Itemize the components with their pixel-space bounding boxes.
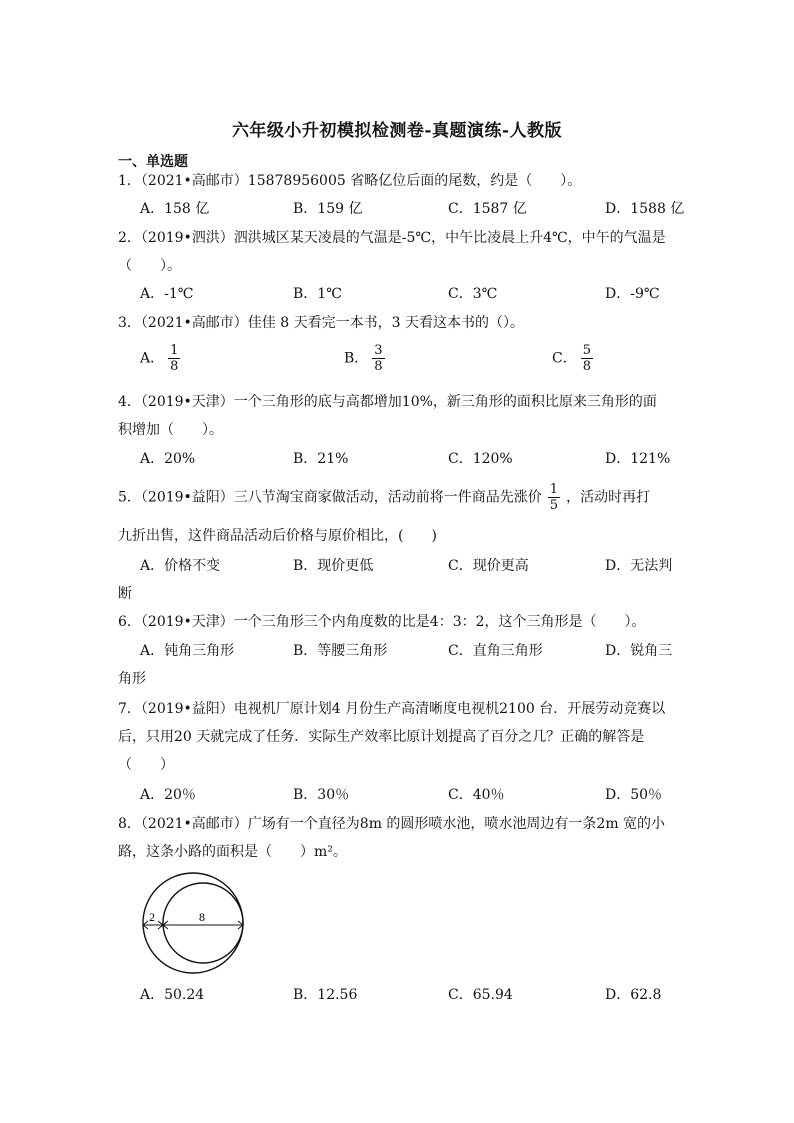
q3-option-b-fraction (372, 343, 384, 374)
question-4-stem-line2: 积增加（ ）。 (118, 422, 223, 438)
question-7-stem-line2: 后，只用20 天就完成了任务．实际生产效率比原计划提高了百分之几？正确的解答是 (118, 729, 645, 745)
q4-option-b: B．21% (293, 451, 349, 467)
q2-option-a: A．-1℃ (140, 286, 194, 302)
q5-stem-part2: ，活动时再打 (566, 489, 651, 506)
section-heading: 一、单选题 (118, 154, 188, 170)
question-1-stem: 1．（2021•高邮市）15878956005 省略亿位后面的尾数，约是（ ）。 (118, 173, 582, 189)
question-8-stem-line2: 路，这条小路的面积是（ ）m²。 (118, 844, 347, 860)
diameter-label: 8 (199, 910, 205, 924)
q6-option-b: B．等腰三角形 (293, 643, 388, 659)
width-label: 2 (149, 910, 155, 924)
fountain-ring-diagram (140, 870, 246, 976)
q7-option-a: A．20％ (140, 787, 196, 803)
question-8-stem-line1: 8．（2021•高邮市）广场有一个直径为8m 的圆形喷水池，喷水池周边有一条2m 宽的小 (118, 816, 666, 832)
q3-option-a (140, 343, 180, 374)
fraction-denominator: 5 (549, 498, 559, 513)
outer-circle (143, 873, 243, 973)
q5-option-b: B．现价更低 (293, 558, 374, 574)
question-5-stem-line1 (118, 482, 650, 513)
q2-option-c: C．3℃ (448, 286, 498, 302)
question-3-stem: 3．（2021•高邮市）佳佳 8 天看完一本书，3 天看这本书的（）。 (118, 315, 524, 331)
question-7-stem-line1: 7．（2019•益阳）电视机厂原计划4 月份生产高清晰度电视机2100 台．开展劳动竞赛以 (118, 701, 666, 717)
q4-option-d: D．121% (605, 451, 671, 467)
q5-stem-part1: 5．（2019•益阳）三八节淘宝商家做活动，活动前将一件商品先涨价 (118, 489, 542, 506)
q1-option-c: C．1587 亿 (448, 201, 527, 217)
fraction-numerator: 5 (582, 343, 591, 358)
question-2-stem-line1: 2．（2019•泗洪）泗洪城区某天凌晨的气温是-5℃，中午比凌晨上升4℃，中午的气温是 (118, 230, 666, 246)
q3-option-c-fraction (581, 343, 593, 374)
fraction-numerator: 1 (549, 482, 559, 497)
q6-option-d-wrap: 角形 (118, 671, 146, 687)
q7-option-d: D．50％ (605, 787, 663, 803)
question-6-stem: 6．（2019•天津）一个三角形三个内角度数的比是4：3：2，这个三角形是（ ）。 (118, 614, 646, 630)
q6-option-c: C．直角三角形 (448, 643, 543, 659)
q5-option-d-wrap: 断 (118, 586, 132, 602)
fraction-denominator: 8 (170, 359, 179, 374)
q3-option-b (344, 343, 385, 374)
q8-option-c: C．65.94 (448, 987, 513, 1003)
q2-option-d: D．-9℃ (605, 286, 660, 302)
question-5-stem-line2: 九折出售，这件商品活动后价格与原价相比，( ) (118, 528, 437, 544)
fraction-numerator: 3 (374, 343, 383, 358)
q4-option-a: A．20% (140, 451, 196, 467)
q5-fraction (548, 482, 560, 513)
q5-option-a: A．价格不变 (140, 558, 221, 574)
fraction-denominator: 8 (582, 359, 591, 374)
q8-option-a: A．50.24 (140, 987, 205, 1003)
question-2-stem-line2: （ ）。 (118, 258, 181, 274)
q3-option-c (552, 343, 593, 374)
q8-option-d: D．62.8 (605, 987, 662, 1003)
q2-option-b: B．1℃ (293, 286, 342, 302)
q6-option-a: A．钝角三角形 (140, 643, 235, 659)
q3-option-a-label: A． (140, 350, 165, 367)
page-title: 六年级小升初模拟检测卷-真题演练-人教版 (231, 121, 563, 141)
question-4-stem-line1: 4．（2019•天津）一个三角形的底与高都增加10%，新三角形的面积比原来三角形的面 (118, 394, 657, 410)
q3-option-b-label: B． (344, 350, 369, 367)
q7-option-b: B．30％ (293, 787, 350, 803)
q7-option-c: C．40％ (448, 787, 505, 803)
q3-option-c-label: C． (552, 350, 577, 367)
fraction-numerator: 1 (170, 343, 179, 358)
q1-option-a: A．158 亿 (140, 201, 210, 217)
q5-option-d: D．无法判 (605, 558, 673, 574)
q1-option-d: D．1588 亿 (605, 201, 685, 217)
q4-option-c: C．120% (448, 451, 513, 467)
question-7-stem-line3: （ ） (118, 757, 174, 773)
q1-option-b: B．159 亿 (293, 201, 363, 217)
q3-option-a-fraction (168, 343, 180, 374)
q6-option-d: D．锐角三 (605, 643, 673, 659)
q5-option-c: C．现价更高 (448, 558, 529, 574)
q8-option-b: B．12.56 (293, 987, 358, 1003)
fraction-denominator: 8 (374, 359, 383, 374)
